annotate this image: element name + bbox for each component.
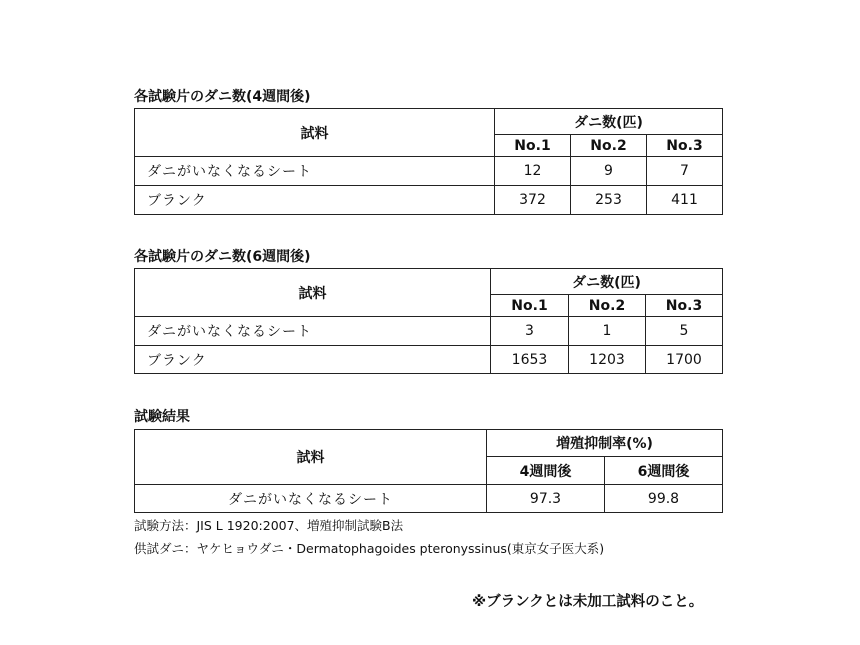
cell-value: 411	[647, 186, 723, 215]
table2-title: 各試験片のダニ数(6週間後)	[134, 249, 311, 265]
mite-count-header: ダニ数(匹)	[491, 269, 723, 295]
table-row	[135, 157, 723, 186]
sample-header: 試料	[135, 109, 495, 157]
cell-value: 99.8	[605, 485, 723, 513]
row-label: ブランク	[135, 346, 491, 374]
column-header-6weeks: 6週間後	[605, 457, 723, 485]
table3-title: 試験結果	[134, 409, 190, 425]
column-header-no3: No.3	[647, 135, 723, 157]
cell-value: 1203	[569, 346, 646, 374]
cell-value: 3	[491, 317, 569, 346]
column-header-no2: No.2	[571, 135, 647, 157]
mite-count-header: ダニ数(匹)	[495, 109, 723, 135]
cell-value: 372	[495, 186, 571, 215]
row-label: ブランク	[135, 186, 495, 215]
table-row	[135, 346, 723, 374]
cell-value: 5	[646, 317, 723, 346]
test-method-note: 試験方法：JIS L 1920:2007、増殖抑制試験B法	[134, 518, 404, 533]
cell-value: 97.3	[487, 485, 605, 513]
test-mite-note: 供試ダニ：ヤケヒョウダニ・Dermatophagoides pteronyssinus(東京女子医大系)	[134, 541, 605, 556]
cell-value: 1700	[646, 346, 723, 374]
table-row	[135, 186, 723, 215]
blank-footnote: ※ブランクとは未加工試料のこと。	[472, 594, 704, 610]
sample-header: 試料	[135, 430, 487, 485]
cell-value: 12	[495, 157, 571, 186]
sample-header: 試料	[135, 269, 491, 317]
mite-count-table-4weeks	[134, 108, 723, 215]
row-label: ダニがいなくなるシート	[135, 485, 487, 513]
cell-value: 7	[647, 157, 723, 186]
column-header-no1: No.1	[491, 295, 569, 317]
cell-value: 1	[569, 317, 646, 346]
inhibition-rate-header: 増殖抑制率(%)	[487, 430, 723, 457]
cell-value: 253	[571, 186, 647, 215]
table1-title: 各試験片のダニ数(4週間後)	[134, 89, 311, 105]
row-label: ダニがいなくなるシート	[135, 157, 495, 186]
column-header-4weeks: 4週間後	[487, 457, 605, 485]
cell-value: 9	[571, 157, 647, 186]
row-label: ダニがいなくなるシート	[135, 317, 491, 346]
column-header-no1: No.1	[495, 135, 571, 157]
column-header-no2: No.2	[569, 295, 646, 317]
cell-value: 1653	[491, 346, 569, 374]
table-row	[135, 317, 723, 346]
column-header-no3: No.3	[646, 295, 723, 317]
test-results-table	[134, 429, 723, 513]
mite-count-table-6weeks	[134, 268, 723, 374]
table-row	[135, 485, 723, 513]
